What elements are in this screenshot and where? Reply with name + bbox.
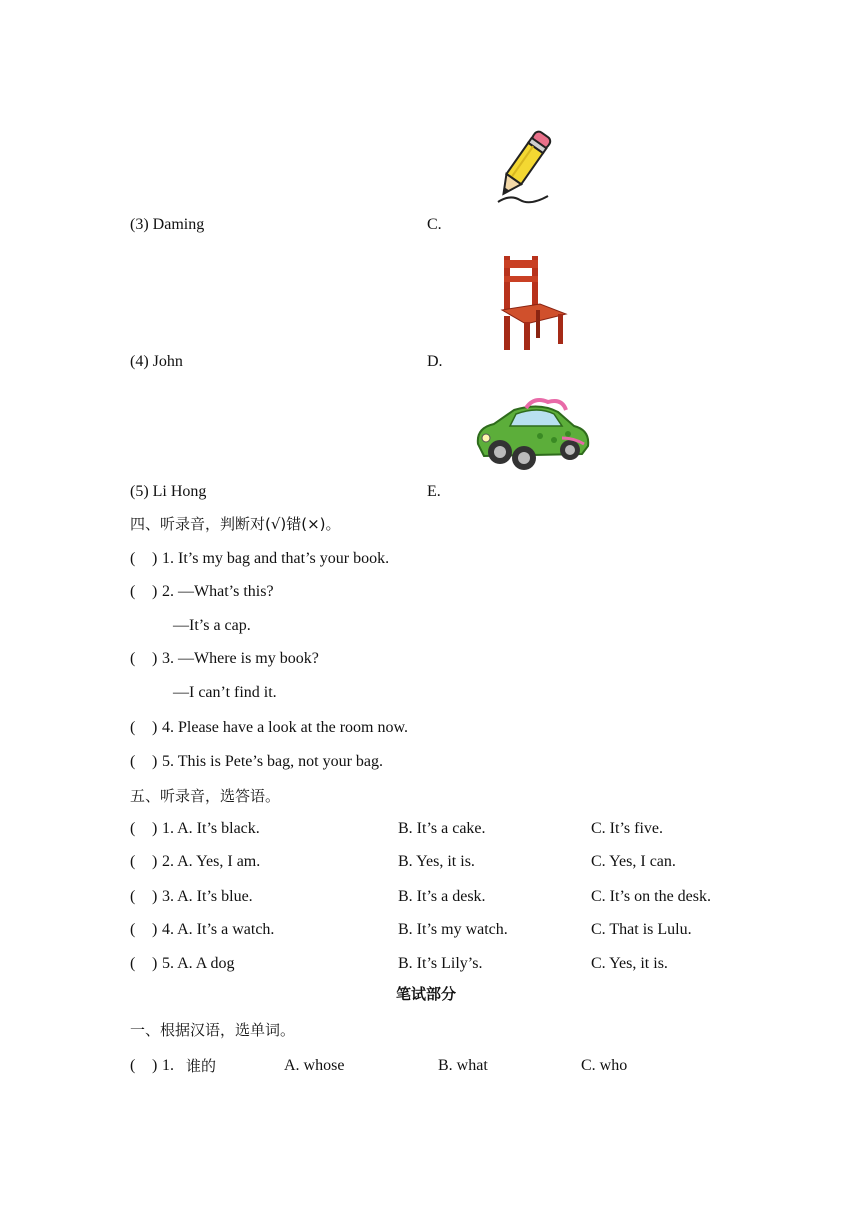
s5-item-3-a: 3. A. It’s blue. [162,888,253,905]
s5-item-5-c: C. Yes, it is. [591,955,668,972]
s5-paren-open-4: ( [130,921,136,938]
section5-heading: 五、听录音，选答语。 [130,787,281,805]
s5-paren-close-1: ) [152,820,158,837]
match-name-4: (4) John [130,353,183,370]
s4-paren-close-3: ) [152,650,158,667]
chair-icon [496,254,570,352]
s5-item-2-a: 2. A. Yes, I am. [162,853,261,870]
s5-item-5-b: B. It’s Lily’s. [398,955,483,972]
s4-paren-open-5: ( [130,753,136,770]
match-letter-e: E. [427,483,441,500]
written-part-title: 笔试部分 [396,985,457,1003]
s4-item-4: 4. Please have a look at the room now. [162,719,409,736]
w1-item-1-c: C. who [581,1057,628,1074]
w1-item-1-chinese: 谁的 [186,1057,217,1075]
s4-item-2: 2. —What’s this? [162,583,274,600]
w1-paren-close-1: ) [152,1057,158,1074]
s4-paren-close-5: ) [152,753,158,770]
s5-paren-close-3: ) [152,888,158,905]
s5-item-2-c: C. Yes, I can. [591,853,676,870]
s4-paren-open-4: ( [130,719,136,736]
s5-item-4-b: B. It’s my watch. [398,921,508,938]
s5-paren-open-2: ( [130,853,136,870]
s4-item-2-answer: —It’s a cap. [173,617,251,634]
s5-item-3-b: B. It’s a desk. [398,888,486,905]
s4-item-1: 1. It’s my bag and that’s your book. [162,550,390,567]
s4-paren-close-1: ) [152,550,158,567]
s5-item-3-c: C. It’s on the desk. [591,888,711,905]
s4-paren-close-2: ) [152,583,158,600]
s4-item-3: 3. —Where is my book? [162,650,319,667]
pencil-icon [490,124,556,208]
w1-item-1-a: A. whose [284,1057,345,1074]
section4-heading: 四、听录音，判断对(√)错(×)。 [130,515,341,533]
s5-item-4-a: 4. A. It’s a watch. [162,921,275,938]
s5-item-1-c: C. It’s five. [591,820,663,837]
s5-item-4-c: C. That is Lulu. [591,921,692,938]
s4-item-3-answer: —I can’t find it. [173,684,277,701]
s4-paren-close-4: ) [152,719,158,736]
match-letter-c: C. [427,216,442,233]
w1-item-1-b: B. what [438,1057,488,1074]
w1-item-1-num: 1. [162,1057,174,1074]
s5-paren-close-5: ) [152,955,158,972]
match-name-5: (5) Li Hong [130,483,207,500]
s5-paren-close-2: ) [152,853,158,870]
s4-item-5: 5. This is Pete’s bag, not your bag. [162,753,384,770]
s5-paren-open-1: ( [130,820,136,837]
s5-item-5-a: 5. A. A dog [162,955,235,972]
s5-paren-open-5: ( [130,955,136,972]
toy-car-icon [470,394,594,474]
match-letter-d: D. [427,353,443,370]
w1-paren-open-1: ( [130,1057,136,1074]
s5-item-2-b: B. Yes, it is. [398,853,475,870]
match-name-3: (3) Daming [130,216,205,233]
s5-item-1-a: 1. A. It’s black. [162,820,260,837]
s4-paren-open-1: ( [130,550,136,567]
s4-paren-open-2: ( [130,583,136,600]
written-section1-heading: 一、根据汉语，选单词。 [130,1021,296,1039]
s5-paren-open-3: ( [130,888,136,905]
s4-paren-open-3: ( [130,650,136,667]
s5-paren-close-4: ) [152,921,158,938]
s5-item-1-b: B. It’s a cake. [398,820,486,837]
